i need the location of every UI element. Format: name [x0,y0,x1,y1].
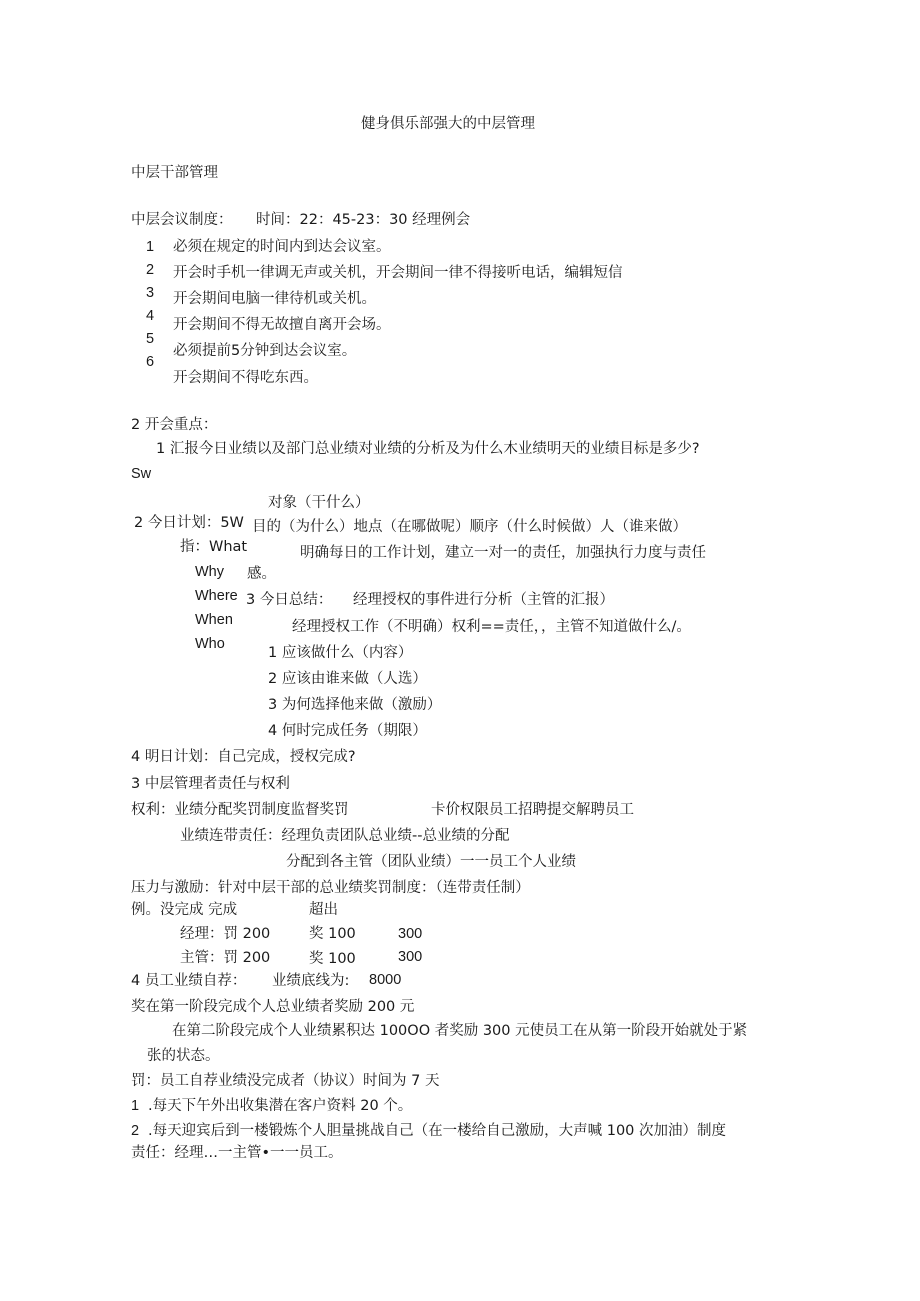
rule-number: 1 [146,239,155,255]
plan-object-line: 对象（干什么） [268,495,370,511]
joint-line2: 分配到各主管（团队业绩）一一员工个人业绩 [286,854,576,870]
penalty-line: 罚：员工自荐业绩没完成者（协议）时间为 7 天 [131,1073,440,1089]
w-word: Why [195,564,224,580]
section-heading: 中层干部管理 [131,165,218,181]
rule-number: 3 [146,285,155,301]
summary-item: 4 何时完成任务（期限） [268,723,427,739]
meeting-rule: 必须在规定的时间内到达会议室。 [173,239,391,255]
summary-line2: 经理授权工作（不明确）权利==责任，，主管不知道做什么/。 [292,619,691,635]
meeting-rule: 开会期间电脑一律待机或关机。 [173,291,376,307]
w-word: Who [195,636,225,652]
plan-refers: 指：What [180,539,248,555]
rule-number: 2 [146,262,155,278]
rule-number: 6 [146,354,155,370]
plan-purpose-line: 目的（为什么）地点（在哪做呢）顺序（什么时候做）人（谁来做） [252,519,687,535]
responsibility-heading: 3 中层管理者责任与权利 [131,776,290,792]
example-role: 主管：罚 200 [180,950,271,966]
pressure-line: 压力与激励：针对中层干部的总业绩奖罚制度：（连带责任制） [131,880,530,896]
stage2-line1: 在第二阶段完成个人业绩累积达 100OO 者奖励 300 元使员工在从第一阶段开始就处于紧 [172,1023,748,1039]
task-text: .每天下午外出收集潜在客户资料 20 个。 [148,1098,413,1114]
w-word: When [195,612,233,628]
example-head-exceed: 超出 [309,902,338,918]
meeting-rule: 开会时手机一律调无声或关机，开会期间一律不得接听电话，编辑短信 [173,265,623,281]
employee-label: 4 员工业绩自荐： [131,973,247,989]
example-extra: 300 [398,926,423,942]
task-number: 2 [131,1123,140,1139]
w-word: Where [195,588,238,604]
example-reward: 奖 100 [309,951,356,967]
plan-clarify-line2: 感。 [247,566,276,582]
meeting-time: 时间：22：45-23：30 经理例会 [256,212,471,228]
example-role: 经理：罚 200 [180,926,271,942]
task-number: 1 [131,1098,140,1114]
baseline-value: 8000 [369,972,402,988]
stage2-line2: 张的状态。 [147,1048,220,1064]
summary-label: 3 今日总结： [246,592,333,608]
meeting-label: 中层会议制度： [131,212,233,228]
plan-label: 2 今日计划：5W [134,515,244,531]
rule-number: 4 [146,308,155,324]
summary-item: 3 为何选择他来做（激励） [268,697,442,713]
tomorrow-plan: 4 明日计划：自己完成，授权完成? [131,749,356,765]
responsibility-chain: 责任：经理…一主管•一一员工。 [131,1145,343,1161]
focus-sw: Sw [131,466,152,482]
summary-item: 2 应该由谁来做（人选） [268,671,427,687]
example-reward: 奖 100 [309,926,356,942]
task-text: .每天迎宾后到一楼锻炼个人胆量挑战自己（在一楼给自己激励，大声喊 100 次加油）制度 [148,1123,726,1139]
rights-left: 权利：业绩分配奖罚制度监督奖罚 [131,802,349,818]
meeting-rule: 必须提前5分钟到达会议室。 [173,343,357,359]
baseline-label: 业绩底线为: [272,973,350,989]
focus-heading: 2 开会重点： [131,417,218,433]
summary-item: 1 应该做什么（内容） [268,645,413,661]
example-extra: 300 [398,949,423,965]
plan-clarify-line1: 明确每日的工作计划，建立一对一的责任，加强执行力度与责任 [300,545,706,561]
summary-text: 经理授权的事件进行分析（主管的汇报） [353,592,614,608]
meeting-rule: 开会期间不得吃东西。 [173,370,318,386]
rights-right: 卡价权限员工招聘提交解聘员工 [431,802,634,818]
stage1-reward: 奖在第一阶段完成个人总业绩者奖励 200 元 [131,999,415,1015]
document-title: 健身俱乐部强大的中层管理 [361,116,535,132]
joint-line1: 业绩连带责任：经理负责团队总业绩--总业绩的分配 [180,828,510,844]
example-head: 例。没完成 完成 [131,902,238,918]
meeting-rule: 开会期间不得无故擅自离开会场。 [173,317,391,333]
rule-number: 5 [146,331,155,347]
focus-item: 1 汇报今日业绩以及部门总业绩对业绩的分析及为什么木业绩明天的业绩目标是多少? [156,441,700,457]
